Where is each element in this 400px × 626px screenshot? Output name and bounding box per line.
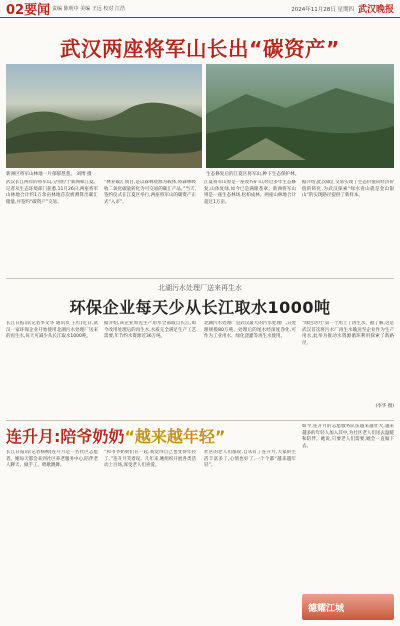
mountain-image bbox=[206, 64, 394, 168]
column-logo-text: 德耀江城 bbox=[308, 604, 345, 614]
story2-column-2: 据介绍,该企业原先生产用水全部取自长江,如今改用处理后的再生水,水质完全满足生产工艺需要,年节约水资源近36万吨。 bbox=[104, 321, 196, 340]
headline-carbon-assets: 武汉两座将军山长出“碳资产” bbox=[60, 37, 340, 61]
newspaper-brand: 武汉晚报 bbox=[357, 5, 394, 15]
issue-date: 2024年11月28日 星期四 bbox=[291, 6, 354, 13]
photo-caption-left: 新洲区将军山林地一片郁郁葱葱。 刘博 摄 bbox=[6, 172, 92, 177]
headline-volunteer-part1: 连升月:陪爷奶奶 bbox=[6, 427, 125, 446]
story2-column-1: 长江日报讯(记者李文华 通讯员 王红)近日,武汉一家环保企业开始使用北湖污水处理厂送来的再生水,每天可减少从长江取水1000吨。 bbox=[6, 321, 98, 340]
story3-column-1: 长江日报讯(记者杨柳)连升月是一名社区志愿者。她每天都会来到社区养老服务中心,陪伴老人聊天、做手工、唱歌跳舞。 bbox=[6, 450, 98, 469]
column-logo bbox=[302, 594, 394, 620]
story3-column-4: 如今,连升月的志愿服务队伍越来越壮大,越来越多的年轻人加入其中,为社区老人们送去温暖和陪伴。她说,只要老人们需要,她会一直做下去。 bbox=[302, 424, 394, 449]
story3-column-3: 社区的老人们都说,自从有了连升月,大家的生活丰富多了,心情也好了,一个个都“越来越年轻”。 bbox=[204, 450, 296, 469]
photo-caption-right: 生态修复后的江夏区将军山,种下生态保护林。 bbox=[206, 172, 300, 177]
photo-jiangxia-mountain bbox=[206, 64, 394, 168]
story2-sidebar bbox=[302, 321, 394, 417]
photo-xinzhou-forest bbox=[6, 64, 202, 168]
page-number: 02要闻 bbox=[6, 3, 51, 18]
story1-column-3: 江夏将军山原是一座废弃矿山,经过多年生态修复,山体复绿,如今已是满眼苍翠。新洲将军山则是一座生态林场,松柏成林。两座山林地合计超过1万亩。 bbox=[204, 180, 296, 205]
story1-column-2: “林业碳汇项目,是以森林资源为载体,将森林吸收二氧化碳量转化为可交易的碳汇产品。”当天,签约仪式在江夏区举行,两座将军山的碳资产正式“入市”。 bbox=[104, 180, 196, 205]
headline-volunteer bbox=[6, 424, 302, 447]
story1-column-1: 武汉长江两岸的将军山,分别位于新洲和江夏。 记者从生态环境部门获悉,11月26日,两座将军山林地合计约1万余亩林地首次被测算出碳汇储量,并签约“碳资产”交易。 bbox=[6, 180, 98, 205]
section-divider bbox=[6, 420, 394, 421]
story2-reporter: (李华 摄) bbox=[375, 404, 394, 409]
headline-recycled-water: 环保企业每天少从长江取水1000吨 bbox=[69, 298, 331, 317]
headline-volunteer-part2: “越来越年轻” bbox=[124, 427, 226, 446]
editor-credits: 责编 陈明中 美编 王远 校对 江浩 bbox=[52, 6, 125, 12]
section-divider bbox=[6, 278, 394, 279]
story1-column-4: 据介绍,此次碳汇交易实现了生态价值向经济价值的转化,为武汉探索“绿水青山就是金山银山”的实现路径提供了新样本。 bbox=[302, 180, 394, 199]
page-header bbox=[0, 0, 400, 18]
story2-sidebar-text: “绿色动力”第一个用上了再生水。据了解,这是武汉首次将污水厂再生水输送至企业作为生产用水,此举为推动水资源循环利用探索了新路径。 bbox=[302, 321, 394, 346]
story2-column-3: 北湖污水处理厂是武汉最大的污水处理厂,日处理规模80万吨。处理后的尾水经深度净化,可作为工业用水、绿化浇灌等再生水使用。 bbox=[204, 321, 296, 340]
story2-kicker: 北湖污水处理厂送来再生水 bbox=[158, 284, 242, 292]
story3-column-2: “和爷爷奶奶们在一起,我觉得自己也变得年轻了。”连升月笑着说。几年来,她组织开展各类活动上百场,深受老人们喜爱。 bbox=[104, 450, 196, 469]
forest-image bbox=[6, 64, 202, 168]
